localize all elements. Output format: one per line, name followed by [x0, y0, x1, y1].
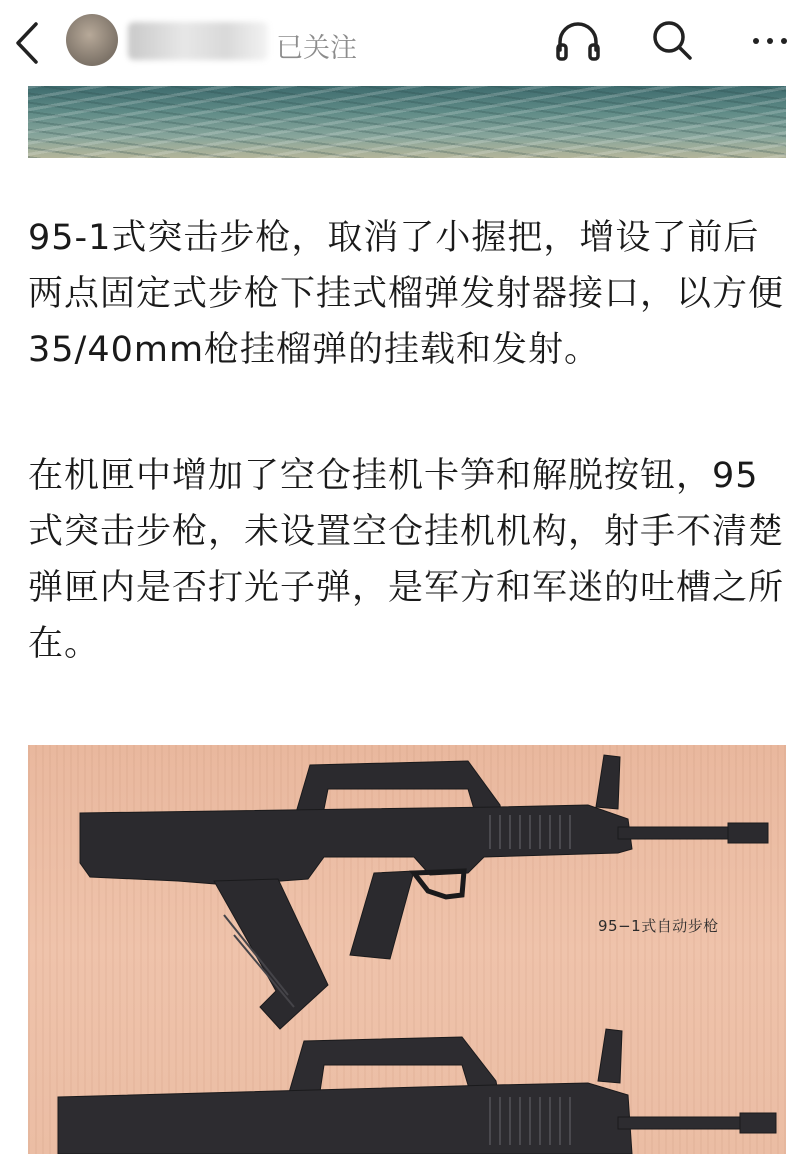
article-paragraph-1: 95-1式突击步枪，取消了小握把，增设了前后两点固定式步枪下挂式榴弹发射器接口，以方便35/40mm枪挂榴弹的挂载和发射。 — [28, 218, 785, 370]
rifle-illustration — [28, 745, 786, 1154]
figure-caption: 95−1式自动步枪 — [598, 917, 719, 935]
follow-status-label[interactable]: 已关注 — [276, 33, 357, 64]
author-avatar[interactable] — [66, 14, 118, 66]
top-navigation-bar — [0, 0, 808, 86]
water-photo — [28, 86, 786, 158]
article-paragraph-2: 在机匣中增加了空仓挂机卡笋和解脱按钮，95式突击步枪，未设置空仓挂机机构，射手不清楚弹匣内是否打光子弹，是军方和军迷的吐槽之所在。 — [28, 456, 785, 664]
search-icon — [646, 14, 698, 66]
back-button[interactable] — [8, 16, 48, 70]
more-icon — [744, 14, 796, 66]
author-name-redacted[interactable] — [128, 22, 268, 60]
rifle-photo[interactable] — [28, 745, 786, 1154]
back-arrow-icon — [8, 16, 48, 70]
search-button[interactable] — [646, 14, 698, 66]
listen-button[interactable] — [552, 14, 604, 66]
more-options-button[interactable] — [744, 14, 796, 66]
headphone-icon — [552, 14, 604, 66]
